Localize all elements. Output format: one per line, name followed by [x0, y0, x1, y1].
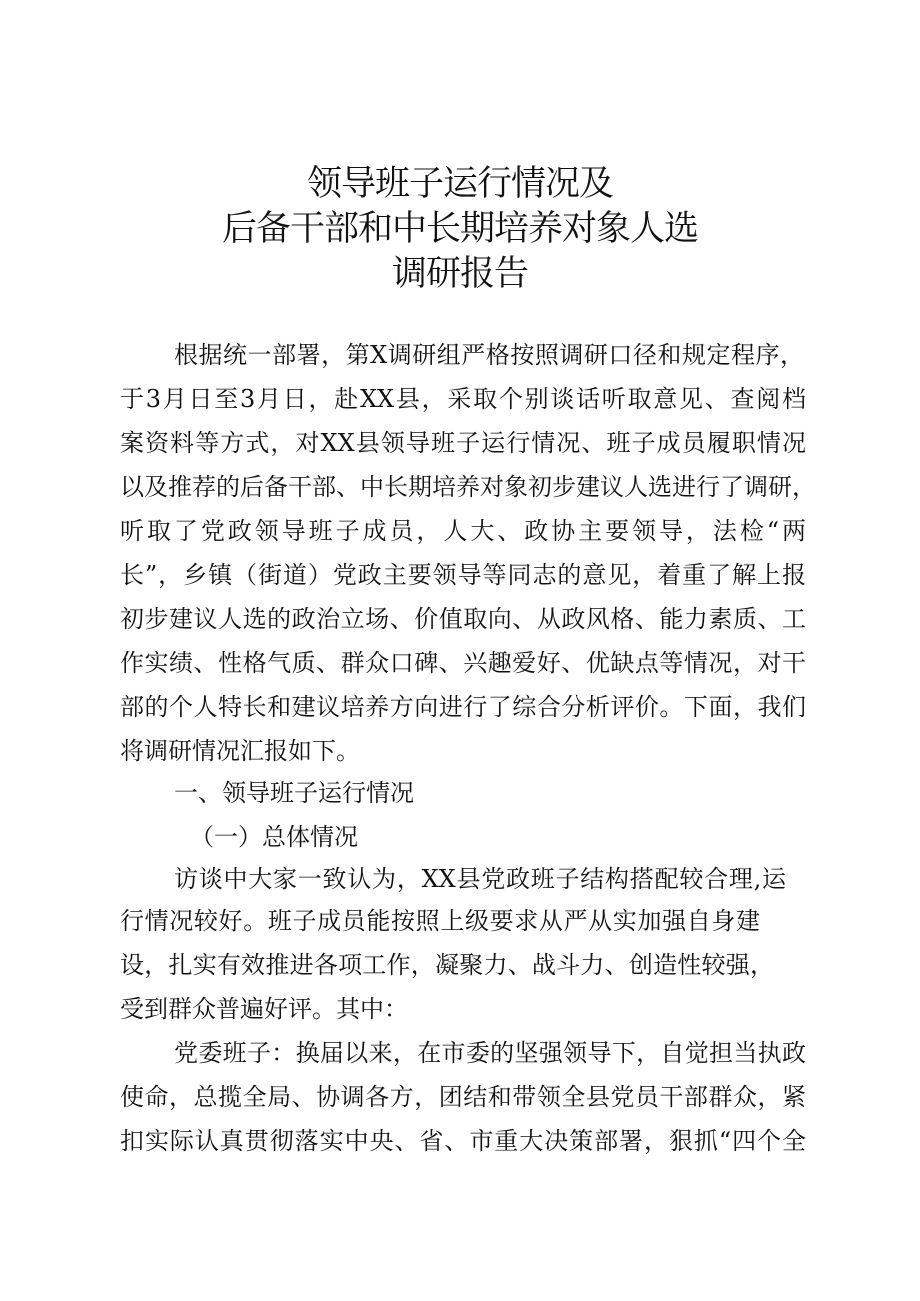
title-line-2: 后备干部和中长期培养对象人选: [221, 209, 698, 249]
intro-line: 于3月日至3月日，赴XX县，采取个别谈话听取意见、查阅档: [120, 385, 806, 413]
party-line: 扣实际认真贯彻落实中央、省、市重大决策部署，狠抓“四个全: [120, 1127, 806, 1155]
intro-line: 部的个人特长和建议培养方向进行了综合分析评价。下面，我们: [120, 693, 806, 721]
title-line-3: 调研报告: [391, 254, 528, 294]
intro-line: 案资料等方式，对XX县领导班子运行情况、班子成员履职情况: [120, 429, 806, 457]
intro-line: 初步建议人选的政治立场、价值取向、从政风格、能力素质、工: [120, 605, 806, 633]
overall-line: 访谈中大家一致认为，XX县党政班子结构搭配较合理,运: [174, 865, 786, 893]
intro-line: 听取了党政领导班子成员，人大、政协主要领导，法检“两: [120, 517, 806, 545]
overall-line: 设，扎实有效推进各项工作，凝聚力、战斗力、创造性较强，: [120, 951, 774, 979]
party-line: 党委班子：换届以来，在市委的坚强领导下，自觉担当执政: [174, 1039, 806, 1067]
intro-line: 根据统一部署，第X调研组严格按照调研口径和规定程序，: [174, 341, 804, 369]
title-line-1: 领导班子运行情况及: [306, 164, 613, 204]
overall-line: 行情况较好。班子成员能按照上级要求从严从实加强自身建: [120, 907, 760, 935]
overall-line: 受到群众普遍好评。其中：: [120, 995, 408, 1023]
party-line: 使命，总揽全局、协调各方，团结和带领全县党员干部群众，紧: [120, 1083, 806, 1111]
report-title: [0, 162, 920, 297]
intro-line: 将调研情况汇报如下。: [120, 737, 360, 765]
intro-line: 以及推荐的后备干部、中长期培养对象初步建议人选进行了调研，: [120, 473, 816, 501]
intro-line: 作实绩、性格气质、群众口碑、兴趣爱好、优缺点等情况，对干: [120, 649, 806, 677]
subsection-heading: （一）总体情况: [190, 823, 358, 851]
section-heading: 一、领导班子运行情况: [174, 779, 414, 807]
intro-line: 长”，乡镇（街道）党政主要领导等同志的意见，着重了解上报: [120, 561, 806, 589]
